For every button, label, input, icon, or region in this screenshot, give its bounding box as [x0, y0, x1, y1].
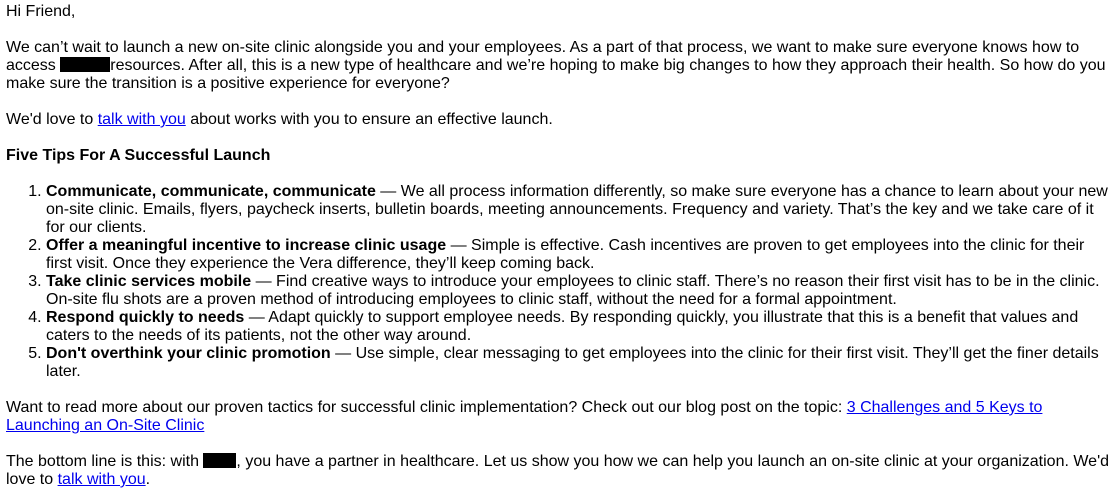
intro-paragraph — [6, 39, 1110, 93]
tips-heading: Five Tips For A Successful Launch — [6, 147, 271, 164]
tip-title: Respond quickly to needs — [46, 309, 245, 326]
tip-text: — Find creative ways to introduce your employees to clinic staff. There’s no reason their first visit has to be in the clinic. On-site flu shots are a proven method of introducing employees to clinic staff, without the need for a formal appointment. — [46, 273, 1100, 308]
tips-list — [6, 183, 1110, 381]
talk-with-you-link[interactable]: talk with you — [97, 111, 186, 128]
tip-text: — We all process information differently, so make sure everyone has a chance to learn about your new on-site clinic. Emails, flyers, paycheck inserts, bulletin boards, meeting announcements. Frequency and variety. That’s the key and we take care of it for our clients. — [46, 183, 1108, 236]
list-item — [46, 309, 1110, 345]
greeting: Hi Friend, — [6, 3, 76, 20]
readmore-paragraph — [6, 399, 1110, 435]
tip-title: Take clinic services mobile — [46, 273, 252, 290]
tip-title: Communicate, communicate, communicate — [46, 183, 376, 200]
talk-paragraph — [6, 111, 1110, 129]
tip-text: — Adapt quickly to support employee needs. By responding quickly, you illustrate that this is a benefit that values and caters to the needs of its patients, not the other way around. — [46, 309, 1079, 344]
list-item — [46, 183, 1110, 237]
bottom-text: The bottom line is this: with — [6, 453, 204, 470]
bottom-paragraph — [6, 453, 1110, 489]
list-item — [46, 345, 1110, 381]
redacted-text — [203, 453, 236, 468]
list-item — [46, 273, 1110, 309]
list-item — [46, 237, 1110, 273]
readmore-text: Want to read more about our proven tactics for successful clinic implementation? Check out our blog post on the topic: — [6, 399, 847, 416]
tip-text: — Use simple, clear messaging to get employees into the clinic for their first visit. They’ll get the finer details later. — [46, 345, 1099, 380]
talk-text-cont: about works with you to ensure an effective launch. — [185, 111, 553, 128]
talk-text: We'd love to — [6, 111, 98, 128]
bottom-text-end: . — [145, 471, 151, 488]
redacted-text — [60, 57, 110, 72]
blog-post-link[interactable]: 3 Challenges and 5 Keys to Launching an On-Site Clinic — [6, 399, 1043, 434]
tip-title: Don't overthink your clinic promotion — [46, 345, 331, 362]
talk-with-you-link-bottom[interactable]: talk with you — [57, 471, 146, 488]
intro-text: We can’t wait to launch a new on-site clinic alongside you and your employees. As a part of that process, we want to make sure everyone knows how to access — [6, 39, 1080, 74]
tip-text: — Simple is effective. Cash incentives are proven to get employees into the clinic for their first visit. Once they experience the Vera difference, they’ll keep coming back. — [46, 237, 1085, 272]
intro-text-cont: resources. After all, this is a new type of healthcare and we’re hoping to make big changes to how they approach their health. So how do you make sure the transition is a positive experience for everyone? — [6, 57, 1106, 92]
bottom-text-cont: , you have a partner in healthcare. Let us show you how we can help you launch an on-site clinic at your organization. We'd love to — [6, 453, 1110, 488]
tip-title: Offer a meaningful incentive to increase clinic usage — [46, 237, 447, 254]
